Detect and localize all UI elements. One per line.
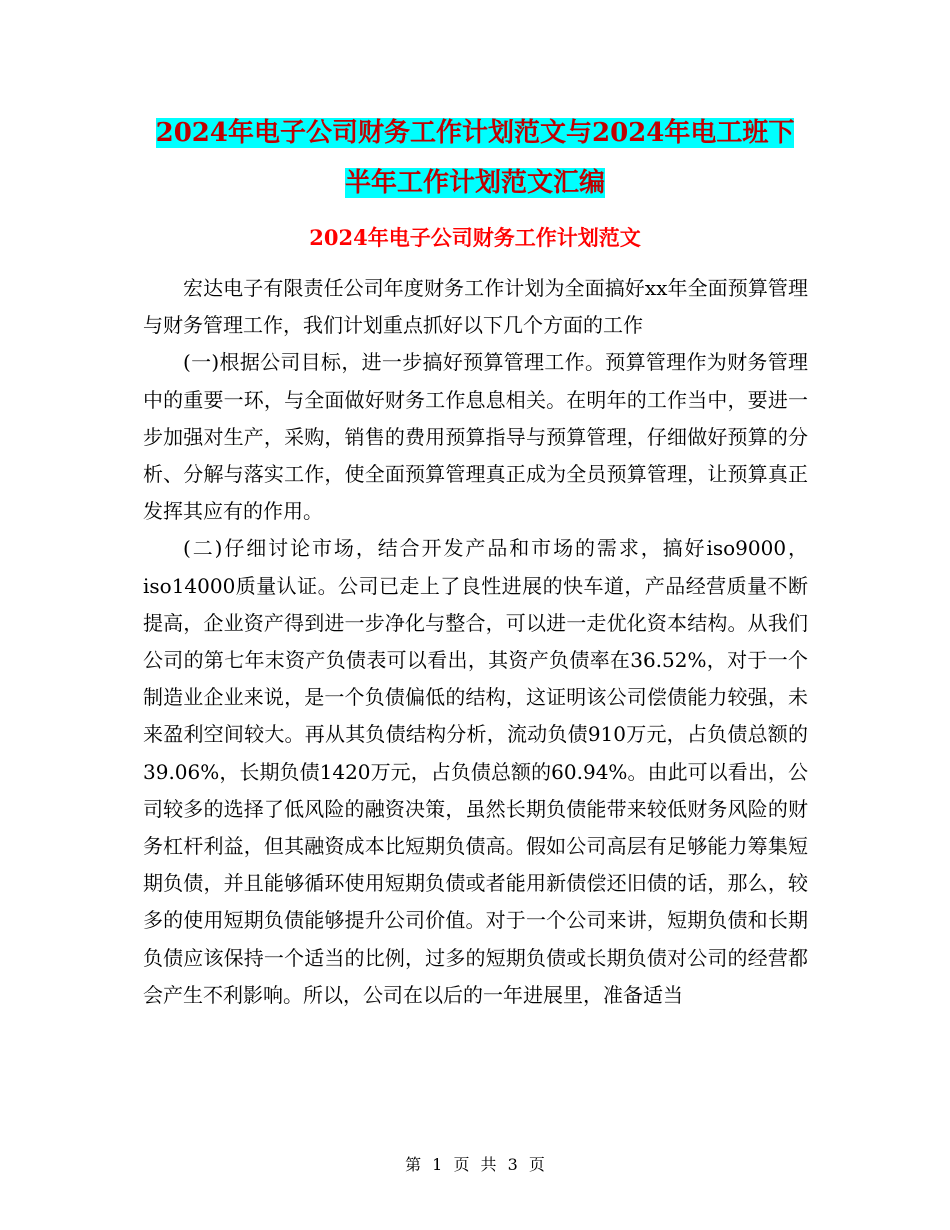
paragraph: 宏达电子有限责任公司年度财务工作计划为全面搞好xx年全面预算管理与财务管理工作，我们计划重点抓好以下几个方面的工作 <box>143 276 808 338</box>
page-footer: 第 1 页 共 3 页 <box>405 1155 545 1174</box>
title-line-2: 半年工作计划范文汇编 <box>344 168 605 198</box>
section-title: 2024年电子公司财务工作计划范文 <box>309 225 641 250</box>
title-line-1: 2024年电子公司财务工作计划范文与2024年电工班下 <box>155 118 795 148</box>
paragraph: (二)仔细讨论市场，结合开发产品和市场的需求，搞好iso9000，iso14000质量认证。公司已走上了良性进展的快车道，产品经营质量不断提高，企业资产得到进一步净化与整合，可以进一走优化资本结构。从我们公司的第七年末资产负债表可以看出，其资产负债率在36.52%，对于一个制造业企业来说，是一个负债偏低的结构，这证明该公司偿债能力较强，未来盈利空间较大。再从其负债结构分析，流动负债910万元，占负债总额的39.06%，长期负债1420万元，占负债总额的60.94%。由此可以看出，公司较多的选择了低风险的融资决策，虽然长期负债能带来较低财务风险的财务杠杆利益，但其融资成本比短期负债高。假如公司高层有足够能力筹集短期负债，并且能够循环使用短期负债或者能用新债偿还旧债的话，那么，较多的使用短期负债能够提升公司价值。对于一个公司来讲，短期负债和长期负债应该保持一个适当的比例，过多的短期负债或长期负债对公司的经营都会产生不利影响。所以，公司在以后的一年进展里，准备适当 <box>143 536 808 1007</box>
document-body <box>143 270 808 1014</box>
document-title <box>140 108 810 208</box>
paragraph: (一)根据公司目标，进一步搞好预算管理工作。预算管理作为财务管理中的重要一环，与全面做好财务工作息息相关。在明年的工作当中，要进一步加强对生产，采购，销售的费用预算指导与预算管理，仔细做好预算的分析、分解与落实工作，使全面预算管理真正成为全员预算管理，让预算真正发挥其应有的作用。 <box>143 350 808 524</box>
